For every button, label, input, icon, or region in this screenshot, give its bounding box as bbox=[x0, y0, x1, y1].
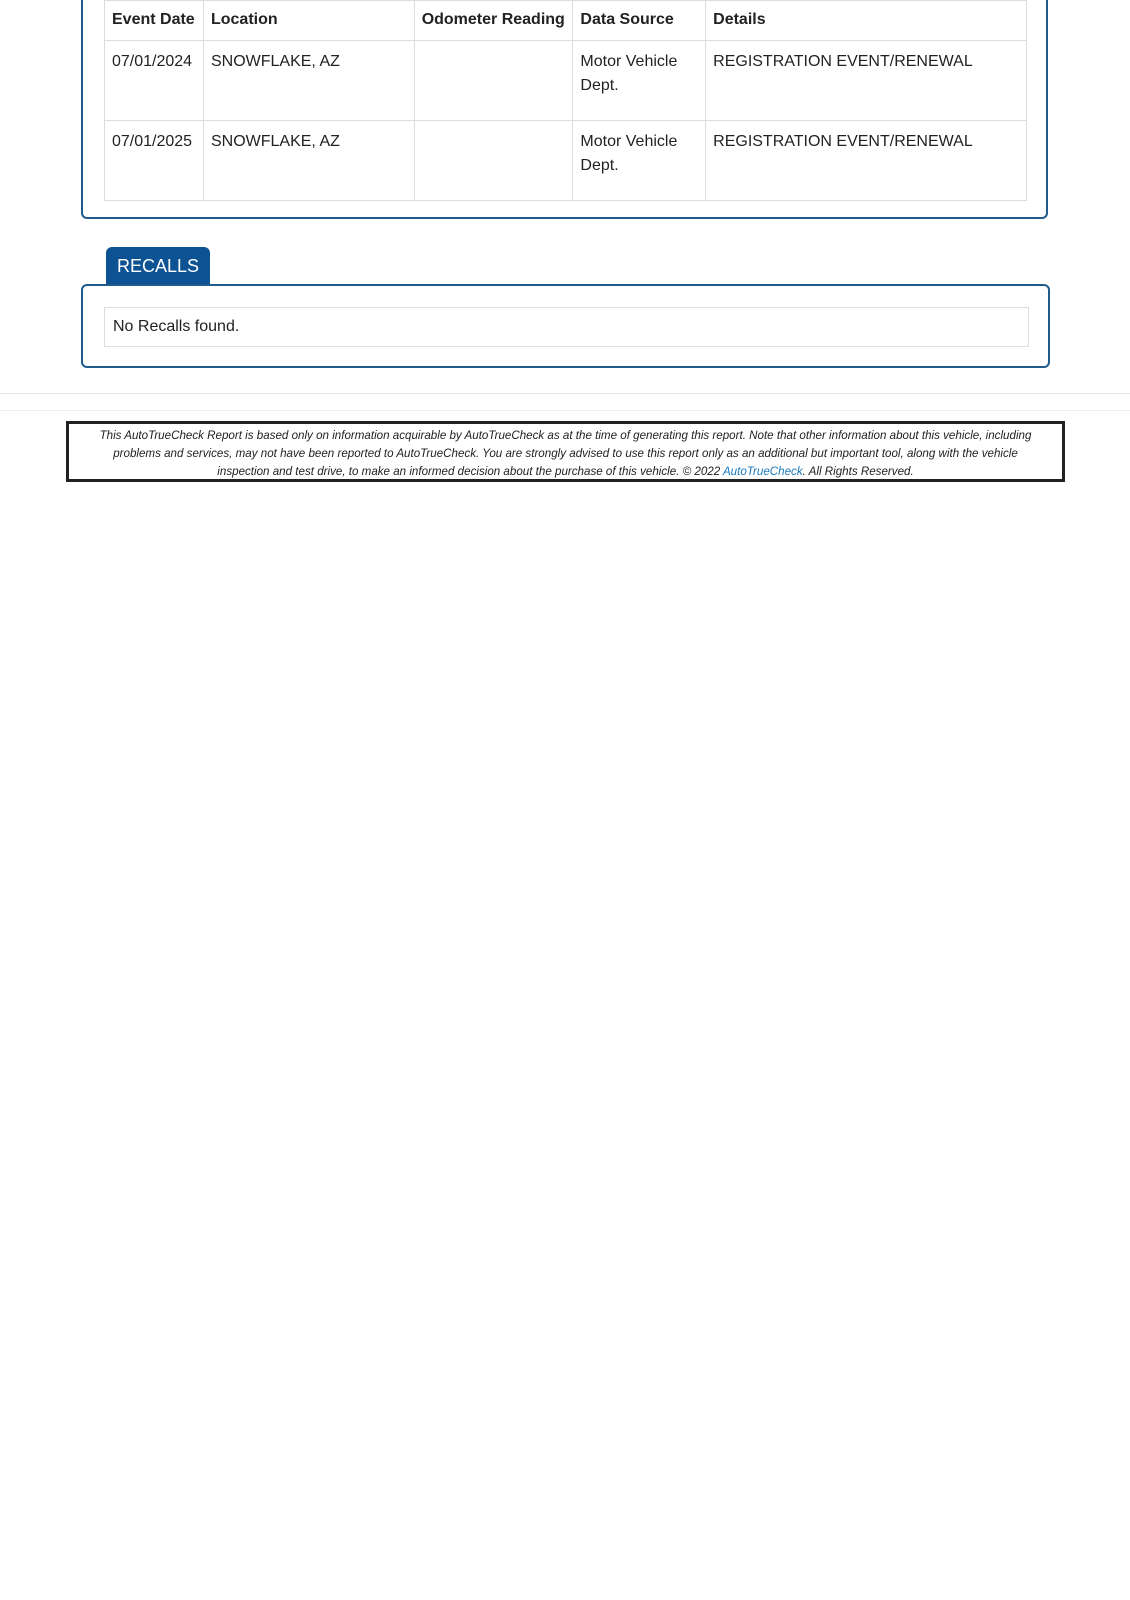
recalls-section-tab: RECALLS bbox=[106, 247, 210, 285]
column-header-details: Details bbox=[706, 1, 1027, 41]
cell-data-source: Motor Vehicle Dept. bbox=[573, 41, 706, 121]
report-disclaimer bbox=[66, 421, 1065, 482]
cell-event-date: 07/01/2025 bbox=[105, 121, 204, 201]
vehicle-history-table bbox=[104, 0, 1027, 201]
table-row bbox=[105, 41, 1027, 121]
recalls-status-message: No Recalls found. bbox=[104, 307, 1029, 347]
disclaimer-text: This AutoTrueCheck Report is based only on information acquirable by AutoTrueCheck as at the time of generating this report. Note that other information about this vehicle, including problems and services, may not have been reported to AutoTrueCheck. You are strongly advised to use this report only as an additional but important tool, along with the vehicle inspection and test drive, to make an informed decision about the purchase of this vehicle. © 2022 bbox=[99, 429, 1032, 478]
section-divider bbox=[0, 393, 1130, 394]
cell-data-source: Motor Vehicle Dept. bbox=[573, 121, 706, 201]
cell-event-date: 07/01/2024 bbox=[105, 41, 204, 121]
column-header-odometer-reading: Odometer Reading bbox=[414, 1, 573, 41]
column-header-event-date: Event Date bbox=[105, 1, 204, 41]
recalls-panel bbox=[81, 284, 1050, 368]
column-header-data-source: Data Source bbox=[573, 1, 706, 41]
column-header-location: Location bbox=[203, 1, 414, 41]
table-header-row bbox=[105, 1, 1027, 41]
cell-details: REGISTRATION EVENT/RENEWAL bbox=[706, 121, 1027, 201]
table-row bbox=[105, 121, 1027, 201]
cell-odometer-reading bbox=[414, 41, 573, 121]
autotruecheck-link[interactable]: AutoTrueCheck bbox=[722, 465, 803, 478]
section-divider bbox=[0, 410, 1130, 411]
disclaimer-rights-text: . All Rights Reserved. bbox=[802, 465, 914, 478]
cell-details: REGISTRATION EVENT/RENEWAL bbox=[706, 41, 1027, 121]
cell-location: SNOWFLAKE, AZ bbox=[203, 41, 414, 121]
cell-odometer-reading bbox=[414, 121, 573, 201]
cell-location: SNOWFLAKE, AZ bbox=[203, 121, 414, 201]
vehicle-history-panel bbox=[81, 0, 1048, 219]
